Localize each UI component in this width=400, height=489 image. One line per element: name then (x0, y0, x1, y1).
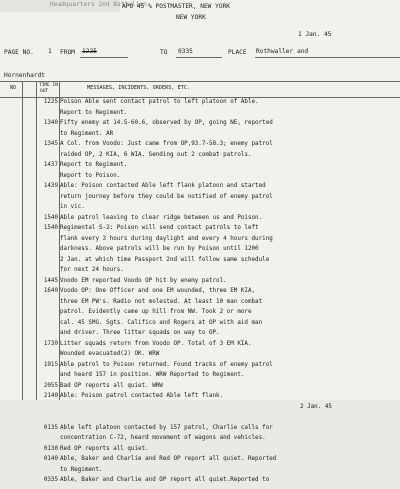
col-time-in-header: TIME IN (39, 83, 58, 88)
journal-entry-row (0, 457, 400, 468)
entry-text: Regimental S-2: Poison will send contact patrols to left (60, 225, 259, 231)
journal-entry-row (0, 268, 400, 279)
entry-text: 2 Jan. at which time Passport 2nd will follow same schedule (60, 256, 270, 263)
entry-text: cal. 45 SMG. Sgts. Califico and Rogers at OP with aid man (60, 319, 263, 326)
entry-time: 1540 (43, 214, 58, 221)
entry-text: Fifty enemy at 14.5-60.6, observed by OP, going NE, reported (60, 120, 273, 126)
to-underline (176, 57, 222, 58)
from-label: FROM (60, 49, 75, 56)
entry-text: Able: Poison contacted Able left flank platoon and started (60, 183, 266, 189)
journal-entry-row (0, 331, 400, 342)
journal-entry-row (0, 226, 400, 237)
journal-entry-row (0, 289, 400, 300)
entry-time: 1540 (43, 225, 58, 231)
col-messages-header: MESSAGES, INCIDENTS, ORDERS, ETC. (87, 85, 191, 91)
journal-entry-row (0, 373, 400, 384)
entry-time: 0140 (43, 456, 58, 462)
table-top-rule (0, 81, 400, 82)
journal-entry-row (0, 394, 400, 405)
to-label: TO (160, 49, 168, 56)
entry-time: 0135 (43, 424, 58, 431)
from-underline (80, 57, 128, 58)
faint-heading: Headquarters 2nd Battalion (50, 1, 147, 8)
entry-text: Able patrol to Poison returned. Found tracks of enemy patrol (60, 361, 273, 368)
entry-text: for next 24 hours. (60, 267, 124, 273)
entry-time: 1439 (43, 183, 58, 189)
entry-time: 0335 (43, 477, 58, 483)
entry-text: patrol. Evidently came up hill from NW. Took 2 or more (60, 309, 252, 315)
entry-text: flank every 3 hours during daylight and every 4 hours during (60, 235, 273, 242)
journal-entry-row (0, 184, 400, 195)
entry-time: 1640 (43, 288, 58, 294)
journal-entry-row (0, 247, 400, 258)
journal-entry-row (0, 478, 400, 489)
journal-entry-row (0, 310, 400, 321)
entry-text: Voodo EM reported Voodo OP hit by enemy patrol. (60, 277, 227, 284)
place-continued: Hornenhardt (4, 72, 45, 79)
entry-time: 1445 (43, 277, 58, 284)
entry-text: return journey before they could be notified of enemy patrol (60, 193, 273, 200)
page-no-value: 1 (48, 48, 52, 55)
entry-time: 1915 (43, 361, 58, 368)
entry-time: 1437 (43, 162, 58, 168)
entry-text: 2 Jan. 45 (300, 403, 332, 410)
entry-text: Able: Poison patrol contacted Able left flank. (60, 393, 224, 399)
apo-line: APO 45 % POSTMASTER, NEW YORK (122, 3, 231, 10)
entry-time: 1225 (43, 99, 58, 105)
entry-time: 2055 (43, 382, 58, 389)
entry-text: Able left platoon contacted by 157 patrol, Charlie calls for (60, 424, 273, 431)
entry-time: 1345 (43, 141, 58, 147)
entry-text: Report to Regiment. (60, 162, 128, 168)
table-header-rule (0, 97, 400, 98)
entry-text: and heard 157 in position. WRW Reported to Regiment. (60, 372, 245, 378)
journal-entry-row (0, 415, 400, 426)
journal-entry-row (0, 142, 400, 153)
journal-date: 1 Jan. 45 (298, 31, 332, 38)
ny-line: NEW YORK (176, 14, 206, 21)
entry-text: Red OP reports all quiet. (60, 445, 149, 452)
place-value: Rothwaller and (256, 48, 309, 55)
entry-text: raided OP, 2 KIA, 6 WIA. Sending out 2 combat patrols. (60, 151, 252, 158)
entry-text: Wounded evacuated(2) OK. WRW (60, 351, 160, 357)
entry-time: 0130 (43, 445, 58, 452)
journal-entry-row (0, 163, 400, 174)
entry-text: Able patrol leaving to clear ridge between us and Poison. (60, 214, 263, 221)
entry-text: Report to Poison. (60, 172, 121, 179)
entry-time: 2140 (43, 393, 58, 399)
place-label: PLACE (228, 49, 247, 56)
from-time: 1225 (82, 48, 97, 55)
entry-text: three EM PW's. Radio not molested. At least 10 man combat (60, 298, 263, 305)
page-no-label: PAGE NO. (4, 49, 34, 56)
journal-entry-row (0, 436, 400, 447)
journal-entry-row (0, 405, 400, 416)
entry-text: Litter squads return from Voodo OP. Total of 3 EM KIA. (60, 340, 252, 347)
entry-text: Voodo OP: One Officer and one EM wounded, three EM KIA, (60, 288, 256, 294)
entry-time: 1730 (43, 340, 58, 347)
entry-text: Poison Able sent contact patrol to left platoon of Able. (60, 99, 259, 105)
entry-text: darkness. Above patrols will be run by Poison until 1200 (60, 246, 259, 252)
journal-entry-row (0, 352, 400, 363)
entry-text: in vic. (60, 204, 85, 210)
place-underline (255, 57, 400, 58)
entry-time: 1340 (43, 120, 58, 126)
col-no-header: NO (10, 85, 17, 91)
entry-text: A Col. from Voodo: Just came from OP,93.7-58.3; enemy patrol (60, 141, 273, 147)
col-time-out-header: OUT (40, 89, 49, 94)
to-time: 0335 (178, 48, 193, 55)
entry-text: and driver. Three litter squads on way to OP. (60, 330, 220, 336)
entry-text: Bad OP reports all quiet. WRW (60, 382, 163, 389)
entry-text: Able, Baker and Charlie and Red OP report all quiet. Reported (60, 456, 277, 462)
entry-text: concentration C-72, heard movement of wagons and vehicles. (60, 435, 266, 441)
entry-text: Able, Baker and Charlie and OP report all quiet.Reported to (60, 477, 270, 483)
journal-entry-row (0, 121, 400, 132)
journal-entry-row (0, 100, 400, 111)
entry-text: to Regiment. AR (60, 130, 114, 137)
journal-entry-row (0, 205, 400, 216)
entry-text: Report to Regiment. (60, 109, 128, 116)
entry-text: to Regiment. (60, 466, 103, 473)
